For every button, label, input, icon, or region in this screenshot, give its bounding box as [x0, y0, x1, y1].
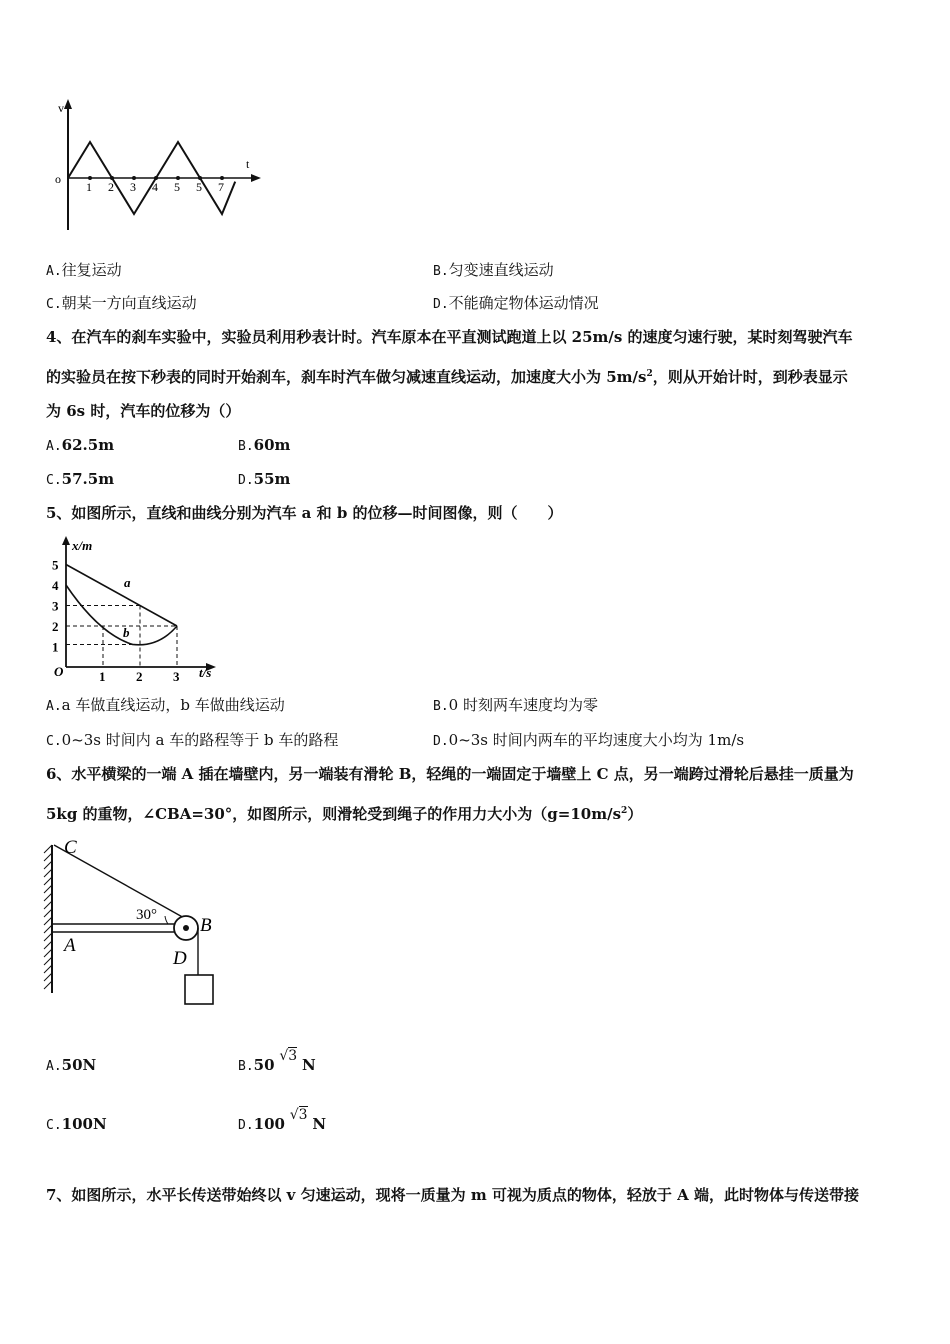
q4-superscript: 2	[646, 369, 653, 379]
q6-label-c: C	[64, 837, 77, 858]
q3-tick-label: 5	[174, 180, 180, 194]
option-key: B.	[238, 439, 254, 454]
option-key: A.	[46, 439, 62, 454]
sqrt-symbol: √3	[289, 1107, 308, 1123]
option-key: C.	[46, 1118, 62, 1133]
q5-x-tick-label: 3	[173, 669, 180, 684]
sqrt-radicand: 3	[298, 1107, 308, 1123]
option-key: B.	[433, 699, 449, 714]
option-key: A.	[46, 699, 62, 714]
q5-origin-label: O	[54, 664, 64, 679]
q4-option-d[interactable]	[238, 469, 290, 491]
option-text: 55m	[253, 470, 291, 488]
option-text: 50N	[61, 1056, 97, 1074]
option-text: 60m	[253, 436, 291, 454]
q5-y-tick-label: 3	[52, 598, 59, 614]
q5-x-tick-label: 2	[136, 669, 143, 684]
option-key: A.	[46, 264, 62, 279]
q5-y-tick-label: 2	[52, 619, 59, 634]
option-key: D.	[238, 1118, 254, 1133]
q3-option-c[interactable]	[46, 293, 197, 315]
q5-option-d[interactable]	[433, 730, 744, 752]
q5-x-axis-label: t/s	[199, 665, 212, 680]
q5-option-c[interactable]	[46, 730, 338, 752]
q4-stem-text: ，则从开始计时，到秒表显示	[652, 368, 848, 386]
q3-t-axis-label: t	[246, 157, 250, 171]
q5-option-b[interactable]	[433, 695, 598, 717]
option-text: a 车做直线运动，b 车做曲线运动	[61, 696, 285, 714]
option-text: 50	[253, 1056, 275, 1074]
option-text: 100	[253, 1115, 285, 1133]
q3-vt-graph	[40, 95, 270, 240]
option-text: 朝某一方向直线运动	[61, 294, 197, 312]
option-unit: N	[301, 1056, 316, 1074]
option-key: B.	[433, 264, 449, 279]
q6-stem-line2	[46, 801, 642, 824]
q6-superscript: 2	[621, 806, 628, 816]
option-key: C.	[46, 734, 62, 749]
q6-stem-text: 5kg 的重物，∠CBA=30°，如图所示，则滑轮受到绳子的作用力大小为（g=10m/s	[46, 805, 622, 823]
q6-label-d: D	[173, 948, 187, 969]
q4-option-c[interactable]	[46, 469, 114, 491]
option-key: D.	[433, 297, 449, 312]
q6-label-b: B	[200, 915, 212, 936]
q6-pulley-figure	[40, 833, 240, 1013]
q3-tick-label: 2	[108, 180, 114, 194]
option-key: C.	[46, 297, 62, 312]
q3-tick-label: 7	[218, 180, 224, 194]
q4-option-b[interactable]	[238, 435, 290, 457]
option-text: 100N	[61, 1115, 107, 1133]
q5-xt-graph	[44, 534, 234, 684]
q3-origin-label: o	[55, 172, 61, 186]
q5-x-tick-label: 1	[99, 669, 106, 684]
option-text: 62.5m	[61, 436, 115, 454]
q7-stem-line1: 7、如图所示，水平长传送带始终以 v 匀速运动，现将一质量为 m 可视为质点的物体，轻放于 A 端，此时物体与传送带接	[46, 1186, 860, 1204]
q5-y-tick-label: 1	[52, 639, 59, 655]
option-key: A.	[46, 1059, 62, 1074]
q4-stem-line3: 为 6s 时，汽车的位移为（）	[46, 402, 241, 420]
q4-stem-text: 的实验员在按下秒表的同时开始刹车，刹车时汽车做匀减速直线运动，加速度大小为 5m/s	[46, 368, 647, 386]
q3-tick-label: 1	[86, 180, 92, 194]
option-key: D.	[433, 734, 449, 749]
q3-v-axis-label: v	[58, 101, 64, 115]
q5-y-tick-label: 4	[52, 578, 59, 593]
q5-label-a: a	[124, 575, 131, 590]
option-text: 0 时刻两车速度均为零	[448, 696, 598, 714]
q5-option-a[interactable]	[46, 695, 285, 717]
option-text: 不能确定物体运动情况	[448, 294, 599, 312]
sqrt-radicand: 3	[288, 1048, 298, 1064]
q3-option-a[interactable]	[46, 260, 122, 282]
q4-stem-line2	[46, 364, 848, 387]
sqrt-symbol: √3	[279, 1048, 298, 1064]
option-key: C.	[46, 473, 62, 488]
q5-stem: 5、如图所示，直线和曲线分别为汽车 a 和 b 的位移—时间图像，则（ ）	[46, 504, 563, 522]
q3-tick-label: 5	[196, 180, 202, 194]
q6-stem-line1: 6、水平横梁的一端 A 插在墙壁内，另一端装有滑轮 B，轻绳的一端固定于墙壁上 C 点，另一端跨过滑轮后悬挂一质量为	[46, 765, 854, 783]
option-unit: N	[312, 1115, 327, 1133]
q3-option-b[interactable]	[433, 260, 554, 282]
q5-series-a	[66, 565, 177, 627]
q3-option-d[interactable]	[433, 293, 599, 315]
option-key: B.	[238, 1059, 254, 1074]
q5-label-b: b	[123, 625, 130, 640]
q5-series-b	[66, 585, 177, 645]
q3-tick-label: 3	[130, 180, 136, 194]
option-text: 57.5m	[61, 470, 115, 488]
q5-y-tick-label: 5	[52, 557, 59, 573]
option-text: 0~3s 时间内 a 车的路程等于 b 车的路程	[61, 731, 339, 749]
q6-stem-text: ）	[627, 805, 643, 823]
option-text: 0~3s 时间内两车的平均速度大小均为 1m/s	[448, 731, 745, 749]
q6-option-b[interactable]	[238, 1048, 316, 1077]
q6-option-c[interactable]	[46, 1114, 107, 1136]
q5-y-axis-label: x/m	[72, 538, 93, 553]
q4-option-a[interactable]	[46, 435, 114, 457]
q6-label-a: A	[64, 935, 76, 956]
option-text: 匀变速直线运动	[448, 261, 554, 279]
q6-option-d[interactable]	[238, 1107, 327, 1136]
q6-option-a[interactable]	[46, 1055, 96, 1077]
option-key: D.	[238, 473, 254, 488]
q4-stem-line1: 4、在汽车的刹车实验中，实验员利用秒表计时。汽车原本在平直测试跑道上以 25m/s 的速度匀速行驶，某时刻驾驶汽车	[46, 328, 853, 346]
q3-tick-label: 4	[152, 180, 158, 194]
option-text: 往复运动	[61, 261, 122, 279]
q6-label-angle: 30°	[136, 907, 157, 923]
